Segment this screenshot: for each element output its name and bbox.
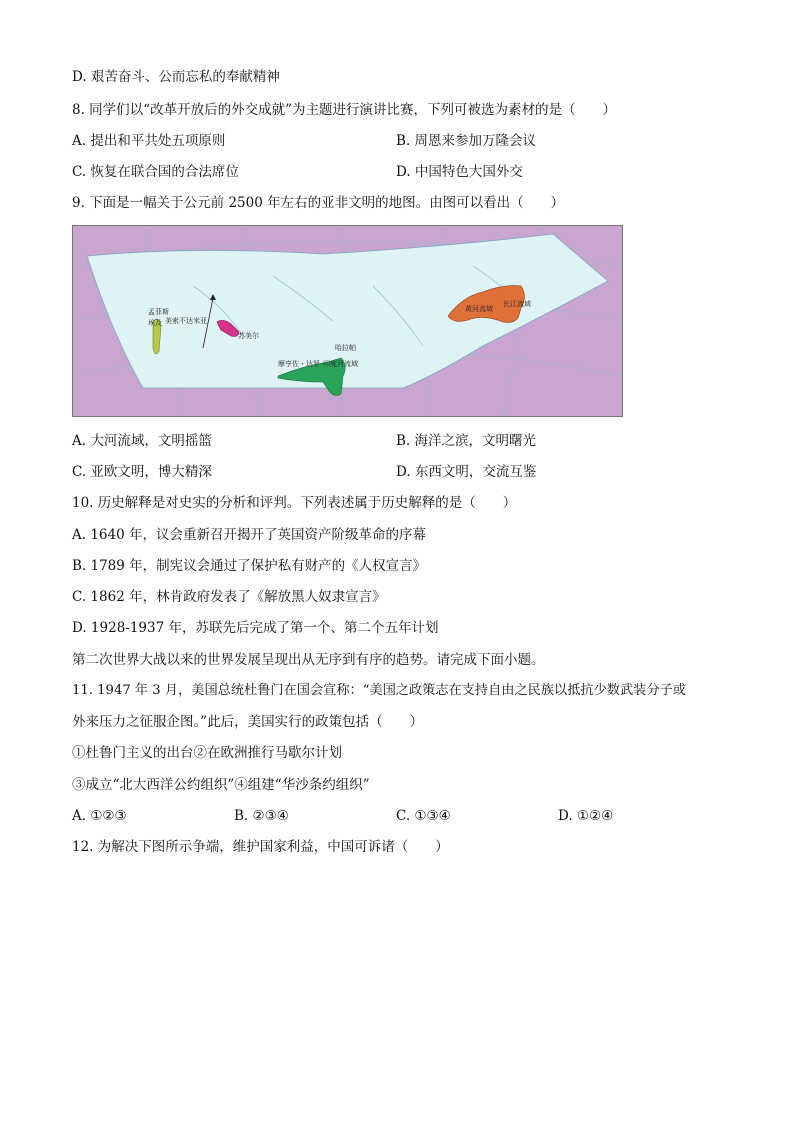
label-mohenjodaro: 摩亨佐・达罗 xyxy=(278,360,320,368)
q8-option-a: A. 提出和平共处五项原则 xyxy=(72,133,226,149)
q7-option-d: D. 艰苦奋斗、公而忘私的奉献精神 xyxy=(72,69,280,85)
q12-stem: 12. 为解决下图所示争端，维护国家利益，中国可诉诸（ ） xyxy=(72,839,449,855)
q9-option-c: C. 亚欧文明，博大精深 xyxy=(72,464,212,480)
q9-option-d: D. 东西文明，交流互鉴 xyxy=(396,464,537,480)
q11-stem-line1: 11. 1947 年 3 月，美国总统杜鲁门在国会宣称：“美国之政策志在支持自由之民族以抵抗少数武装分子或 xyxy=(72,683,686,698)
q11-option-b: B. ②③④ xyxy=(234,808,289,824)
q10-option-b: B. 1789 年，制宪议会通过了保护私有财产的《人权宣言》 xyxy=(72,558,427,574)
label-yangtze: 长江流域 xyxy=(503,300,531,308)
label-harappa: 哈拉帕 xyxy=(335,344,356,352)
q9-stem: 9. 下面是一幅关于公元前 2500 年左右的亚非文明的地图。由图可以看出（ ） xyxy=(72,195,565,211)
label-memphis: 孟菲斯 xyxy=(148,308,169,316)
q11-stem-line2: 外来压力之征服企图。”此后，美国实行的政策包括（ ） xyxy=(72,714,424,730)
q9-option-b: B. 海洋之滨，文明曙光 xyxy=(396,433,537,449)
q11-option-c: C. ①③④ xyxy=(396,808,451,824)
label-sumer: 苏美尔 xyxy=(238,332,259,340)
label-mesopotamia: 美索不达米亚 xyxy=(165,317,207,325)
map-graphic xyxy=(73,226,622,416)
q11-item-line2: ③成立“北大西洋公约组织”④组建“华沙条约组织” xyxy=(72,777,370,793)
q11-option-d: D. ①②④ xyxy=(558,808,614,824)
q8-stem: 8. 同学们以“改革开放后的外交成就”为主题进行演讲比赛，下列可被选为素材的是（ ） xyxy=(72,102,616,118)
q11-option-a: A. ①②③ xyxy=(72,808,127,824)
q10-option-c: C. 1862 年，林肯政府发表了《解放黑人奴隶宣言》 xyxy=(72,589,386,605)
q10-stem: 10. 历史解释是对史实的分析和评判。下列表述属于历史解释的是（ ） xyxy=(72,495,517,511)
section-intro: 第二次世界大战以来的世界发展呈现出从无序到有序的趋势。请完成下面小题。 xyxy=(72,652,545,668)
q8-option-d: D. 中国特色大国外交 xyxy=(396,164,523,180)
label-egypt: 埃及 xyxy=(148,319,162,327)
civilization-map xyxy=(72,225,623,417)
q10-option-d: D. 1928-1937 年，苏联先后完成了第一个、第二个五年计划 xyxy=(72,620,439,636)
q8-option-b: B. 周恩来参加万隆会议 xyxy=(396,133,537,149)
q9-option-a: A. 大河流域，文明摇篮 xyxy=(72,433,212,449)
q11-item-line1: ①杜鲁门主义的出台②在欧洲推行马歇尔计划 xyxy=(72,745,342,761)
label-yellow-river: 黄河流域 xyxy=(465,305,493,313)
q8-option-c: C. 恢复在联合国的合法席位 xyxy=(72,164,239,180)
label-indus: 印度河流域 xyxy=(323,360,358,368)
q10-option-a: A. 1640 年，议会重新召开揭开了英国资产阶级革命的序幕 xyxy=(72,527,426,543)
